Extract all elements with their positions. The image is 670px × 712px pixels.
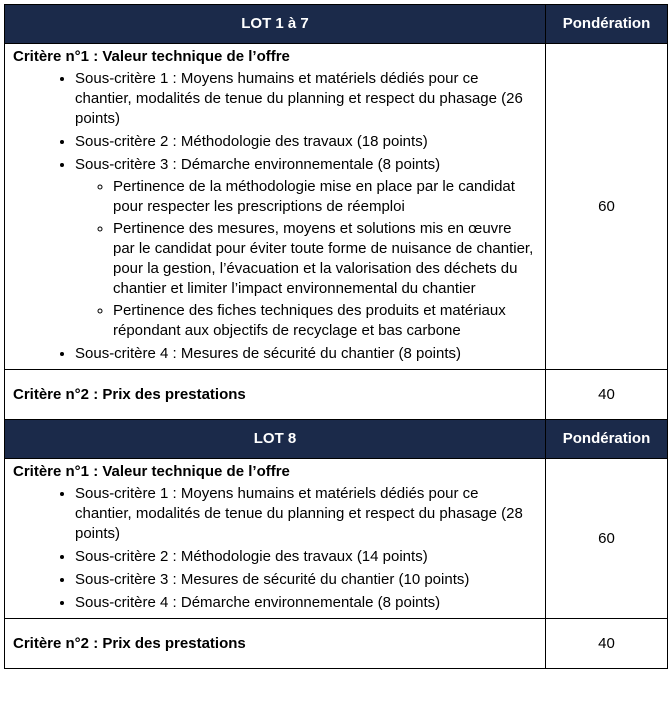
- sub-list: [75, 177, 537, 341]
- criterion-row: [5, 459, 668, 619]
- lot-header: LOT 8: [5, 420, 546, 459]
- weighting-table: [4, 4, 668, 669]
- weight-header: Pondération: [546, 420, 668, 459]
- section-header-row: [5, 5, 668, 44]
- list-item: • Sous-critère 1 : Moyens humains et matériels dédiés pour ce chantier, modalités de tenue du planning et respect du phasage (26 points): [75, 69, 537, 129]
- weight-value: 40: [546, 619, 668, 669]
- criterion-title: Critère n°2 : Prix des prestations: [5, 619, 546, 669]
- list-item: • Sous-critère 4 : Démarche environnementale (8 points): [75, 593, 537, 613]
- section-header-row: [5, 420, 668, 459]
- weight-value: 60: [546, 459, 668, 619]
- list-item-label: Sous-critère 3 : Démarche environnementale (8 points): [75, 156, 441, 173]
- criterion-title: Critère n°2 : Prix des prestations: [5, 370, 546, 420]
- list-item: • Sous-critère 4 : Mesures de sécurité du chantier (8 points): [75, 344, 537, 364]
- sub-list-item: ◦ Pertinence de la méthodologie mise en place par le candidat pour respecter les prescriptions de réemploi: [113, 177, 537, 217]
- list-item: [75, 155, 537, 341]
- criterion-row: [5, 370, 668, 420]
- criterion-title: Critère n°1 : Valeur technique de l’offre: [13, 463, 290, 480]
- weight-value: 60: [546, 44, 668, 370]
- list-item: • Sous-critère 2 : Méthodologie des travaux (18 points): [75, 132, 537, 152]
- subcriteria-list: [13, 69, 537, 364]
- sub-list-item: ◦ Pertinence des fiches techniques des produits et matériaux répondant aux objectifs de recyclage et bas carbone: [113, 301, 537, 341]
- list-item: • Sous-critère 3 : Mesures de sécurité du chantier (10 points): [75, 570, 537, 590]
- list-item: • Sous-critère 1 : Moyens humains et matériels dédiés pour ce chantier, modalités de tenue du planning et respect du phasage (28 points): [75, 484, 537, 544]
- subcriteria-list: [13, 484, 537, 613]
- criterion-title: Critère n°1 : Valeur technique de l’offre: [13, 48, 290, 65]
- sub-list-item: ◦ Pertinence des mesures, moyens et solutions mis en œuvre par le candidat pour éviter toute forme de nuisance de chantier, pour la gestion, l’évacuation et la valorisation des déchets du chantier et limiter l’impact environnemental du chantier: [113, 219, 537, 299]
- criterion-cell: [5, 44, 546, 370]
- criterion-cell: [5, 459, 546, 619]
- criterion-row: [5, 619, 668, 669]
- weight-header: Pondération: [546, 5, 668, 44]
- list-item: • Sous-critère 2 : Méthodologie des travaux (14 points): [75, 547, 537, 567]
- lot-header: LOT 1 à 7: [5, 5, 546, 44]
- weight-value: 40: [546, 370, 668, 420]
- criterion-row: [5, 44, 668, 370]
